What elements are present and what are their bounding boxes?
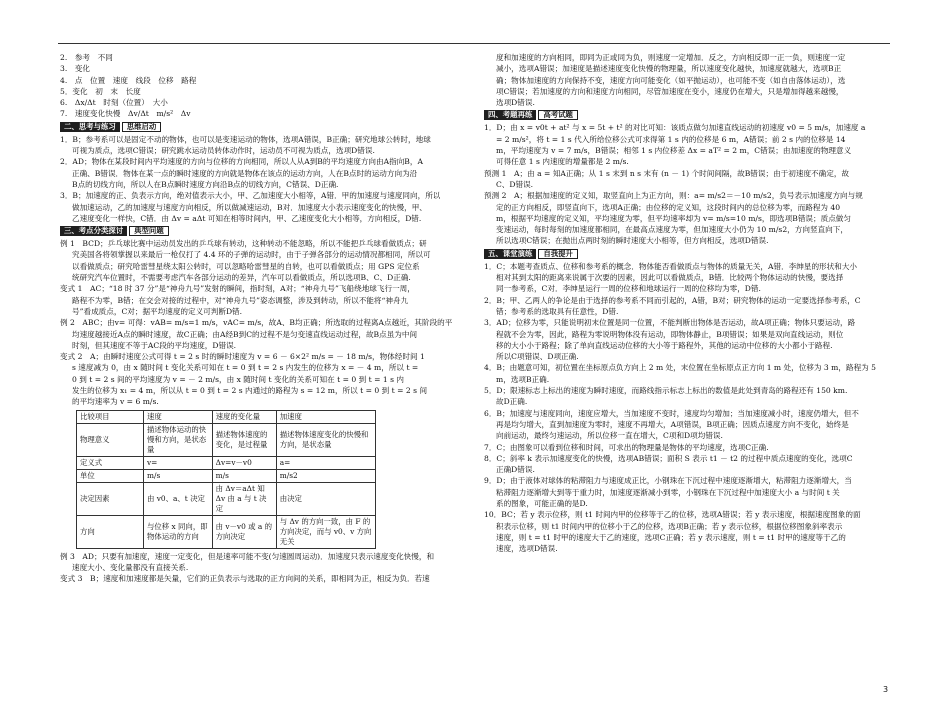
answer-line: 4. 点 位置 速度 线段 位移 路程 <box>60 75 197 85</box>
table-cell: 与 Δv 的方向一致，由 F 的方向决定，而与 v0、v 方向无关 <box>276 515 375 548</box>
table-cell: 由决定 <box>276 482 375 515</box>
text-line: m，平均速度为 v = 7 m/s，B错误；相邻 1 s 内位移差 Δx = aT² = 2 m，C错误；由加速度的物理意义 <box>496 146 852 156</box>
table-row <box>77 410 376 423</box>
text-line: 同一参考系，C对．李绅星运行一周的位移和地球运行一周的位移均为零，D错. <box>496 284 761 294</box>
text-line: 10．BC；若 y 表示位移，则 t1 时间内甲的位移等于乙的位移，选项A错误；若 y 表示速度，根据速度图象的面 <box>484 510 861 520</box>
text-line: 3．AD；位移为零，只能说明初末位置是同一位置，不能判断出物体是否运动，故A项正确；物体只要运动，路 <box>484 318 856 328</box>
text-line: 5．D；限速标志上标出的速度为瞬时速度，而路线指示标志上标出的数值是此处到青岛的路程还有 150 km. <box>484 386 848 396</box>
text-line: B点的切线方向，所以人在B点瞬时速度方向沿B点的切线方向，C错误、D正确. <box>72 179 339 189</box>
text-line: 6．B；加速度与速度同向，速度应增大，当加速度不变时，速度均匀增加；当加速度减小时，速度仍增大，但不 <box>484 408 859 418</box>
section-title: 三、考点分类探讨 <box>60 226 127 236</box>
table-cell: 由 v－v0 或 a 的方向决定 <box>212 515 276 548</box>
table-cell: 与位移 x 同向，即物体运动的方向 <box>144 515 213 548</box>
text-line: m，选项B正确. <box>496 374 550 384</box>
table-row <box>77 423 376 456</box>
answer-line: 7. 速度变化快慢 Δv/Δt m/s² Δv <box>60 109 191 119</box>
table-cell: m/s <box>212 469 276 482</box>
text-line: 减小，选项A错误；加速度是描述速度变化快慢的物理量，所以速度变化越快，加速度就越大，选项B正 <box>496 64 842 74</box>
table-cell: 描述物体运动的快慢和方向，是状态量 <box>144 423 213 456</box>
text-line: 再是均匀增大，直到加速度为零时，速度不再增大，A项错误，B项正确；因质点速度方向不变化，始终是 <box>496 419 849 429</box>
text-line: 变式 2 A；由瞬时速度公式可得 t = 2 s 时的瞬时速度为 v = 6 － 6×2² m/s = － 18 m/s，物体经时间 1 <box>60 352 425 362</box>
table-row <box>77 515 376 548</box>
table-row <box>77 456 376 469</box>
right-column <box>484 52 892 554</box>
table-cell: 定义式 <box>77 456 144 469</box>
text-line: 变式 3 B；速度和加速度都是矢量，它们的正负表示与选取的正方向间的关系，即相同为正，相反为负．若速 <box>60 574 430 584</box>
text-line: 预测 2 A；根据加速度的定义知，取竖直向上为正方向，则：a= m/s2＝－10 m/s2，负号表示加速度方向与规 <box>484 191 863 201</box>
comparison-table <box>76 410 376 549</box>
text-line: 1．D；由 x = v0t + at² 与 x = 5t + t² 的对比可知：该质点做匀加速直线运动的初速度 v0 = 5 m/s，加速度 a <box>484 123 866 133</box>
text-line: 正确D错误. <box>496 465 535 475</box>
text-line: 发生的位移为 x₁ = 4 m，所以从 t = 0 到 t = 2 s 内通过的路程为 s = 12 m，所以 t = 0 到 t = 2 s 间 <box>72 386 428 396</box>
table-cell: 加速度 <box>276 410 375 423</box>
table-cell: 单位 <box>77 469 144 482</box>
answer-list <box>60 52 464 120</box>
text-line: 做加速运动，乙的加速度与速度方向相反，所以做减速运动，B对．加速度大小表示速度变化的快慢，甲、 <box>72 202 427 212</box>
text-line: m，根据平均速度的定义知，平均速度为零，但平均速率却为 v= m/s=10 m/s，即选项B错误；质点做匀 <box>496 213 851 223</box>
text-line: 程就不会为零，因此，路程为零说明物体没有运动，即物体静止，B项错误；如果是双向直线运动，则位 <box>496 329 844 339</box>
section-4-body <box>484 122 892 246</box>
page-number: 3 <box>883 685 889 694</box>
text-line: 相对其到太阳的距离来说属于次要的因素，因此可以看做质点，B错．比较两个物体运动的快慢，要选择 <box>496 273 844 283</box>
table-cell: v= <box>144 456 213 469</box>
answer-line: 2. 参考 不同 <box>60 53 113 62</box>
text-line: 4．B；由题意可知，初位置在坐标原点负方向上 2 m 处，末位置在坐标原点正方向 1 m 处，位移为 3 m，路程为 5 <box>484 363 876 373</box>
text-line: = 2 m/s²，将 t = 1 s 代入所给位移公式可求得第 1 s 内的位移是 6 m，A错误；前 2 s 内的位移是 14 <box>496 134 846 144</box>
answer-line: 6. Δx/Δt 时刻（位置） 大小 <box>60 98 168 108</box>
text-line: 速度大小、变化量都没有直接关系. <box>72 562 189 572</box>
text-line: 错；参考系的选取具有任意性，D错. <box>496 306 619 316</box>
text-line: 乙速度变化一样快，C错．由 Δv = aΔt 可知在相等时间内，甲、乙速度变化大小相等，方向相反，D错. <box>72 213 422 223</box>
text-line: 统研究汽车位置时，不需要考虑汽车各部分运动的差异，汽车可以看做质点，所以选项B、C、D正确. <box>72 273 411 283</box>
text-line: 7．C；由图象可以看到位移和时间，可求出的物理量是物体的平均速度，选项C正确. <box>484 442 769 452</box>
text-line: 路程不为零，B错；在交会对接的过程中，对“神舟九号”姿态调整，涉及到转动，所以不能将“神舟九 <box>72 295 409 305</box>
table-row <box>77 482 376 515</box>
text-line: 变式 1 AC；“18 时 37 分”是“神舟九号”发射的瞬间，指时刻，A对；“神舟九号”飞船绕地球飞行一周， <box>60 284 415 294</box>
text-line: 以看做质点；研究哈雷彗星绕太阳公转时，可以忽略哈雷彗星的自转，也可以看做质点；用 GPS 定位系 <box>72 261 420 271</box>
section-heading-5 <box>484 249 892 259</box>
text-line: 项C错误；若加速度的方向和速度方向相同，尽管加速度在变小，速度仍在增大，只是增加得越来越慢， <box>496 86 844 96</box>
table-cell: 物理意义 <box>77 423 144 456</box>
text-line: 选项D错误. <box>496 98 535 108</box>
text-line: 时刻，但其速度不等于AC段的平均速度，D错误. <box>72 340 237 350</box>
table-cell: 由 v0、a、t 决定 <box>144 482 213 515</box>
table-cell: 描述物体速度变化的快慢和方向，是状态量 <box>276 423 375 456</box>
section-heading-4 <box>484 110 892 120</box>
text-line: 8．C；斜率 k 表示加速度变化的快慢，选项AB错误；面积 S 表示 t1 － t2 的过程中质点速度的变化，选项C <box>484 453 853 463</box>
text-line: 正确、B错误．物体在某一点的瞬时速度的方向就是物体在该点的运动方向，人在B点时的运动方向为沿 <box>72 168 418 178</box>
section-heading-2 <box>60 122 464 132</box>
table-row <box>77 469 376 482</box>
text-line: 可得任意 1 s 内速度的增量都是 2 m/s. <box>496 157 629 167</box>
left-column <box>60 52 464 585</box>
table-cell: Δv=v－v0 <box>212 456 276 469</box>
section-3-body-continued <box>60 551 464 585</box>
text-line: 变速运动，每时每刻的加速度都相同，在最高点速度为零，但加速度大小仍为 10 m/s2，方向竖直向下， <box>496 225 848 235</box>
text-line: 可视为质点，选项C错误；研究跳水运动员转体动作时，运动员不可视为质点，选项D错误. <box>72 146 375 156</box>
text-line: 定的正方向相反，即竖直向下，选项A正确；由位移的定义知，这段时间内的总位移为零，而路程为 40 <box>496 202 841 212</box>
text-line: 预测 1 A；由 a = 知A正确；从 1 s 末到 n s 末有 (n － 1) 个时间间隔，故B错误；由于初速度不确定，故 <box>484 168 850 178</box>
table-cell: 速度的变化量 <box>212 410 276 423</box>
section-title: 四、考题再练 <box>484 110 536 120</box>
section-tag: 思维启动 <box>122 122 162 132</box>
section-tag: 典型问题 <box>129 226 169 236</box>
table-cell: m/s2 <box>276 469 375 482</box>
answer-line: 3. 变化 <box>60 64 91 74</box>
table-cell: 由 Δv＝aΔt 知 Δv 由 a 与 t 决定 <box>212 482 276 515</box>
text-line: 例 1 BCD；乒乓球比赛中运动员发出的乒乓球有转动，这种转动不能忽略，所以不能把乒乓球看做质点；研 <box>60 239 427 249</box>
text-line: 例 2 ABC；由v= 可得：vAB= m/s=1 m/s，vAC= m/s，故A、B均正确；所选取的过程离A点越近，其阶段的平 <box>60 318 453 328</box>
text-line: 1．B；参考系可以是固定不动的物体，也可以是变速运动的物体，选项A错误，B正确；研究地球公转时，地球 <box>60 134 431 144</box>
text-line: C、D错误. <box>496 179 534 189</box>
text-line: 所以选项C错误；在抛出点两时刻的瞬时速度大小相等，但方向相反，选项D错误. <box>496 236 769 246</box>
section-title: 二、思考与练习 <box>60 122 120 132</box>
text-line: 度和加速度的方向相同，即同为正或同为负，则速度一定增加．反之，方向相反即一正一负，则速度一定 <box>496 53 846 62</box>
text-line: 9．D；由于液体对球体的粘滞阻力与速度成正比，小钢珠在下沉过程中速度逐渐增大，粘滞阻力逐渐增大，当 <box>484 476 852 486</box>
section-2-body <box>60 134 464 224</box>
section-5-body <box>484 261 892 555</box>
table-cell: 速度 <box>144 410 213 423</box>
text-line: 究美国各将领掌握以来最后一枪仅打了 4.4 环的子弹的运动时，由于子弹各部分的运动情况都相同，所以可 <box>72 250 431 260</box>
text-line: 号”看成质点，C对；据平均速度的定义可判断D错. <box>72 306 243 316</box>
header-rule <box>58 43 890 44</box>
section-3-body <box>60 238 464 407</box>
text-line: 0 到 t = 2 s 间的平均速度为 v = － 2 m/s，由 x 随时间 t 变化的关系可知在 t = 0 到 t = 1 s 内 <box>72 374 405 384</box>
text-line: 确；物体加速度的方向保持不变，速度方向可能变化（如平抛运动），也可能不变（如自由落体运动），选 <box>496 75 846 85</box>
table-cell: a= <box>276 456 375 469</box>
text-line: 3．B；加速度的正、负表示方向，绝对值表示大小，甲、乙加速度大小相等，A错．甲的加速度与速度同向，所以 <box>60 191 441 201</box>
continued-text <box>484 52 892 108</box>
text-line: 系的图象，可能正确的是D. <box>496 498 588 508</box>
table-cell: 比较项目 <box>77 410 144 423</box>
table-cell: 描述物体速度的变化，是过程量 <box>212 423 276 456</box>
text-line: 粘滞阻力逐渐增大到等于重力时，加速度逐渐减小到零，小钢珠在下沉过程中加速度大小 a 与时间 t 关 <box>496 487 840 497</box>
text-line: 故D正确. <box>496 397 528 407</box>
text-line: 移的大小小于路程；除了单向直线运动位移的大小等于路程外，其他的运动中位移的大小都小于路程. <box>496 340 833 350</box>
text-line: 例 3 AD；只要有加速度，速度一定变化，但是速率可能不变(匀速圆周运动)．加速度只表示速度变化快慢，和 <box>60 551 435 561</box>
text-line: 2．B；甲、乙两人的争论是由于选择的参考系不同而引起的，A错，B对；研究物体的运动一定要选择参考系，C <box>484 295 861 305</box>
text-line: 所以C项错误、D项正确. <box>496 352 579 362</box>
section-tag: 自我提升 <box>538 249 578 259</box>
table-cell: 方向 <box>77 515 144 548</box>
table-cell: 决定因素 <box>77 482 144 515</box>
text-line: 的平均速率为 v = 6 m/s. <box>72 397 159 407</box>
text-line: 均速度越接近A点的瞬时速度，故C正确；由A经B到C的过程不是匀变速直线运动过程，故B点虽为中间 <box>72 329 418 339</box>
text-line: s 速度减为 0，由 x 随时间 t 变化关系可知在 t = 0 到 t = 2 s 内发生的位移为 x = － 4 m，所以 t = <box>72 363 419 373</box>
text-line: 速度，选项D错误. <box>496 544 558 554</box>
section-heading-3 <box>60 226 464 236</box>
table-cell: m/s <box>144 469 213 482</box>
text-line: 1．C；本题考查质点、位移和参考系的概念．物体能否看做质点与物体的质量无关，A错．李绅星的形状和大小 <box>484 261 858 271</box>
text-line: 向前运动，最终匀速运动，所以位移一直在增大，C项和D项均错误. <box>496 431 723 441</box>
text-line: 积表示位移，则 t1 时间内甲的位移小于乙的位移，选项B正确；若 y 表示位移，根据位移图象斜率表示 <box>496 521 843 531</box>
text-line: 2．AD；物体在某段时间内平均速度的方向与位移的方向相同，所以人从A到B的平均速度方向由A指向B，A <box>60 157 423 167</box>
text-line: 速度，则 t = t1 时甲的速度大于乙的速度，选项C正确；若 y 表示速度，则 t = t1 时甲的速度等于乙的 <box>496 532 846 542</box>
section-tag: 高考试题 <box>538 110 578 120</box>
section-title: 五、课堂演练 <box>484 249 536 259</box>
answer-line: 5．变化 初 末 长度 <box>60 86 141 96</box>
